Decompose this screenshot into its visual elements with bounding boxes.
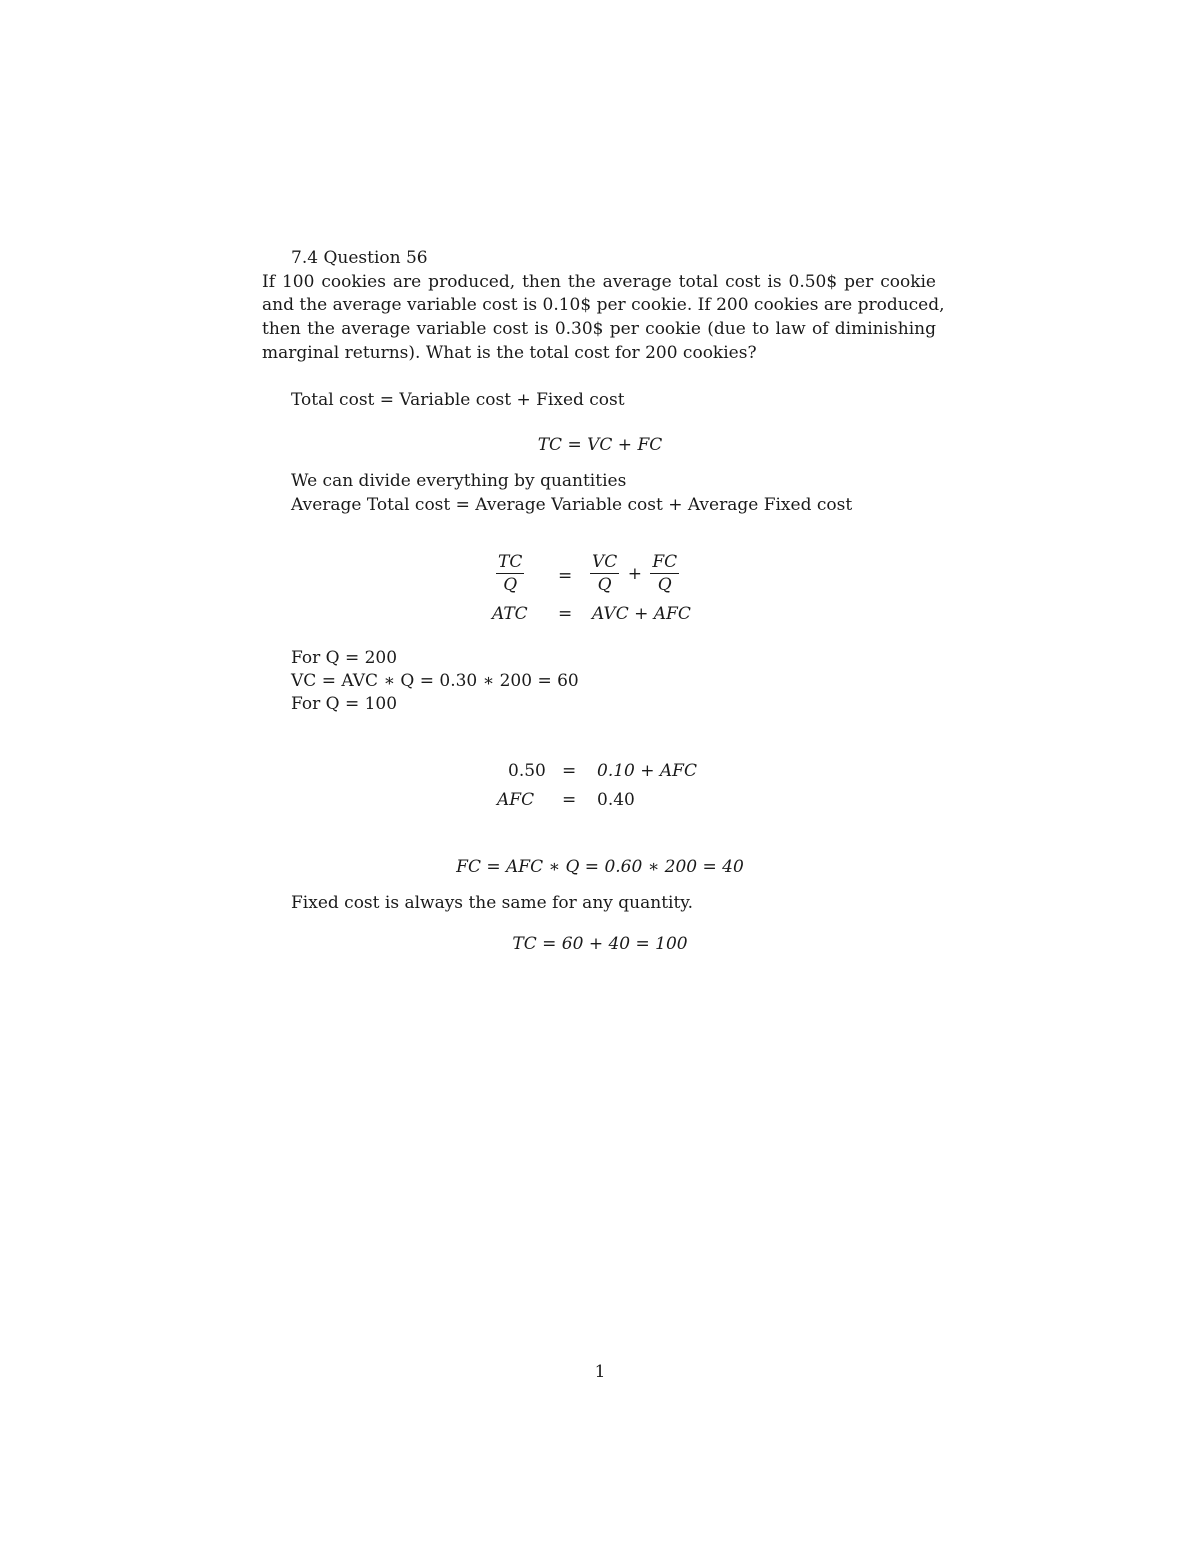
fraction-numerator: VC: [592, 552, 618, 572]
fraction-equation: [496, 552, 524, 595]
fraction-numerator: TC: [498, 552, 523, 572]
afc-row2-rhs: 0.40: [597, 790, 635, 810]
section-heading: 7.4 Question 56: [291, 248, 428, 268]
question-line-3: then the average variable cost is 0.30$ per cookie (due to law of diminishing: [262, 319, 936, 339]
fraction-denominator: Q: [503, 575, 518, 595]
equals-sign: =: [558, 566, 573, 586]
fraction-tc-over-q: [496, 552, 524, 595]
plus-sign: +: [627, 563, 642, 584]
equation-tc: TC = VC + FC: [537, 435, 663, 455]
for-q-100: For Q = 100: [291, 694, 398, 714]
fixed-cost-note: Fixed cost is always the same for any quantity.: [291, 893, 694, 913]
equals-sign: =: [558, 604, 573, 624]
divide-statement: We can divide everything by quantities: [291, 471, 627, 491]
for-q-200: For Q = 200: [291, 648, 398, 668]
fraction-denominator: Q: [657, 575, 672, 595]
fraction-vc-over-q: [590, 552, 619, 595]
tc-final: TC = 60 + 40 = 100: [512, 934, 688, 954]
question-line-4: marginal returns). What is the total cost for 200 cookies?: [262, 343, 757, 363]
average-cost-definition: Average Total cost = Average Variable cost + Average Fixed cost: [291, 495, 853, 515]
fraction-rhs: [590, 552, 679, 595]
total-cost-definition: Total cost = Variable cost + Fixed cost: [291, 390, 625, 410]
afc-row2-lhs: AFC: [497, 790, 535, 810]
vc-calculation: VC = AVC ∗ Q = 0.30 ∗ 200 = 60: [291, 671, 579, 691]
fraction-denominator: Q: [597, 575, 612, 595]
atc-symbol: ATC: [492, 604, 528, 624]
question-line-2: and the average variable cost is 0.10$ per cookie. If 200 cookies are produced,: [262, 295, 945, 315]
fraction-fc-over-q: [650, 552, 679, 595]
page-number: 1: [594, 1362, 606, 1382]
afc-row1-rhs: 0.10 + AFC: [597, 761, 697, 781]
afc-row1-lhs: 0.50: [508, 761, 546, 781]
question-line-1: If 100 cookies are produced, then the average total cost is 0.50$ per cookie: [262, 272, 936, 292]
equals-sign: =: [562, 790, 577, 810]
equals-sign: =: [562, 761, 577, 781]
fraction-numerator: FC: [652, 552, 678, 572]
fc-calculation: FC = AFC ∗ Q = 0.60 ∗ 200 = 40: [456, 857, 744, 877]
avc-plus-afc: AVC + AFC: [592, 604, 691, 624]
